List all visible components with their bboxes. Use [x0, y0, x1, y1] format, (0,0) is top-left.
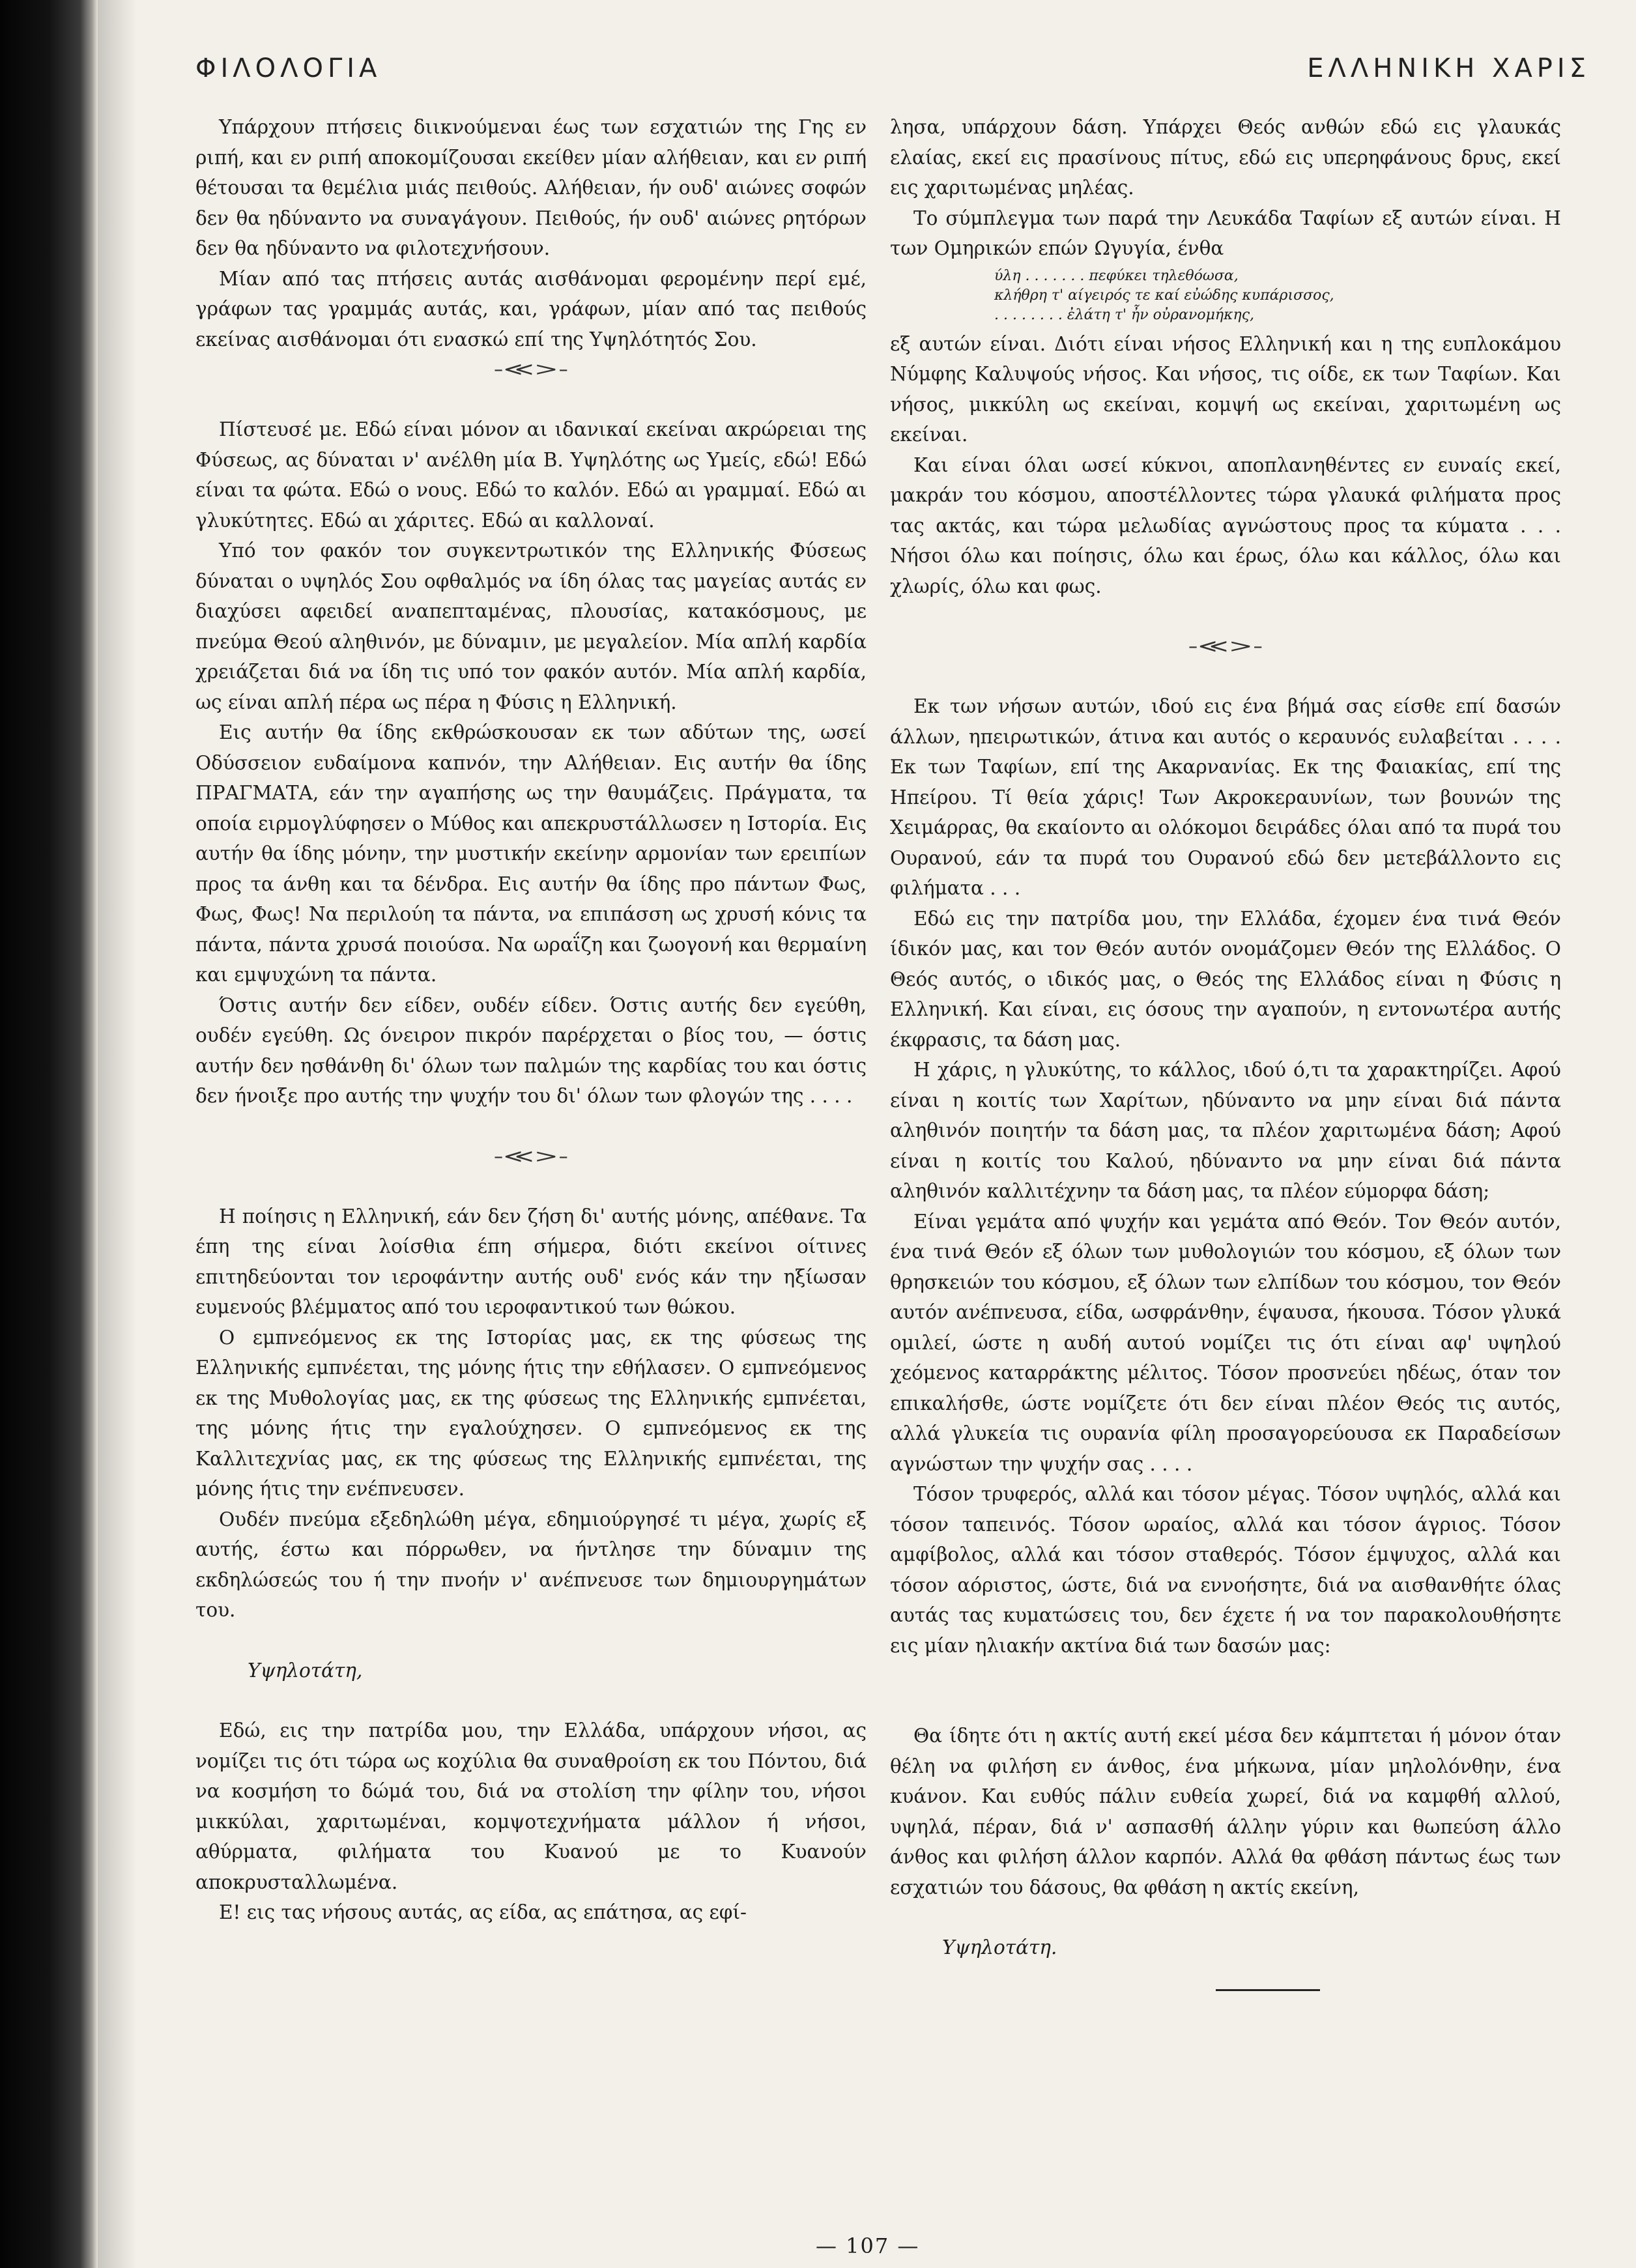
paragraph: Υπό τον φακόν τον συγκεντρωτικόν της Ελληνικής Φύσεως δύναται ο υψηλός Σου οφθαλμός να ίδη όλας τας μαγείας αυτάς εν διαχύσει αφειδεί αναπεπταμένας, πλουσίας, κατακόσμους, με πνεύμα Θεού αληθινόν, με δύναμιν, με μεγαλείον. Μία απλή καρδία χρειάζεται διά να ίδη τις υπό τον φακόν αυτόν. Μία απλή καρδία, ως είναι απλή πέρα ως πέρα η Φύσις η Ελληνική. [195, 539, 867, 713]
ornament-divider: -≪>- [493, 358, 569, 380]
end-rule [1216, 1989, 1320, 1991]
paragraph: Όστις αυτήν δεν είδεν, ουδέν είδεν. Όστις αυτής δεν εγεύθη, ουδέν εγεύθη. Ως όνειρον πικρόν παρέρχεται ο βίος του, — όστις αυτήν δεν ησθάνθη δι' όλων των παλμών της καρδίας του και όστις δεν ήνοιξε προ αυτής την ψυχήν του δι' όλων των φλογών της . . . . [195, 994, 867, 1107]
page-number: — 107 — [816, 2233, 920, 2258]
ornament-divider: -≪>- [1188, 635, 1263, 657]
paragraph: Πίστευσέ με. Εδώ είναι μόνον αι ιδανικαί εκείναι ακρώρειαι της Φύσεως, ας δύναται ν' ανέλθη μία Β. Υψηλότης ως Υμείς, εδώ! Εδώ είναι τα φώτα. Εδώ ο νους. Εδώ το καλόν. Εδώ αι γραμμαί. Εδώ αι γλυκύτητες. Εδώ αι χάριτες. Εδώ αι καλλοναί. [195, 418, 867, 532]
ornament-divider: -≪>- [493, 1145, 569, 1167]
paragraph: Το σύμπλεγμα των παρά την Λευκάδα Ταφίων εξ αυτών είναι. Η των Ομηρικών επών Ωγυγία, ένθα [890, 207, 1561, 259]
book-spine-shadow [0, 0, 98, 2268]
paragraph: Η ποίησις η Ελληνική, εάν δεν ζήση δι' αυτής μόνης, απέθανε. Τα έπη της είναι λοίσθια έπη σήμερα, διότι εκείνοι οίτινες επιτηδεύονται τον ιεροφάντην αυτής ουδ' ενός κάν την ηξίωσαν ευμενούς βλέμματος από του ιεροφαντικού των θώκου. [195, 1205, 867, 1318]
running-head-left: ΦΙΛΟΛΟΓΙΑ [195, 53, 382, 83]
paragraph: Εδώ εις την πατρίδα μου, την Ελλάδα, έχομεν ένα τινά Θεόν ίδικόν μας, και τον Θεόν αυτόν ονομάζομεν Θεόν της Ελλάδος. Ο Θεός αυτός, ο ιδικός μας, ο Θεός της Ελλάδος είναι η Φύσις η Ελληνική. Και είναι, εις όσους την αγαπούν, η εντονωτέρα αυτής έκφρασις, τα δάση μας. [890, 907, 1561, 1051]
paragraph: Η χάρις, η γλυκύτης, το κάλλος, ιδού ό,τι τα χαρακτηρίζει. Αφού είναι η κοιτίς των Χαρίτων, ηδύναντο να μην είναι διά πάντα αληθινόν ποιητήν τα δάση μας, τα πλέον χαριτωμένα δάση; Αφού είναι η κοιτίς του Καλού, ηδύναντο να μην είναι διά πάντα αληθινόν καλλιτέχνην τα δάση μας, τα πλέον εύμορφα δάση; [890, 1059, 1561, 1202]
paragraph: εξ αυτών είναι. Διότι είναι νήσος Ελληνική και η της ευπλοκάμου Νύμφης Καλυψούς νήσος. Και νήσος, τις οίδε, εκ των Ταφίων. Και νήσος, μικκύλη ως εκείναι, κομψή ως εκείναι, χαριτωμένη ως εκείναι. [890, 332, 1561, 446]
paragraph: λησα, υπάρχουν δάση. Υπάρχει Θεός ανθών εδώ εις γλαυκάς ελαίας, εκεί εις πρασίνους πίτυς, εδώ εις υπερηφάνους δρυς, εκεί εις χαριτωμένας μηλέας. [890, 116, 1561, 199]
paragraph: Υπάρχουν πτήσεις διικνούμεναι έως των εσχατιών της Γης εν ριπή, και εν ριπή αποκομίζουσαι εκείθεν μίαν αλήθειαν, και εν ριπή θέτουσαι τα θεμέλια μιάς πειθούς. Αλήθειαν, ήν ουδ' αιώνες σοφών δεν θα ηδύναντο να συναγάγουν. Πειθούς, ήν ουδ' αιώνες ρητόρων δεν θα ηδύναντο να φιλοτεχνήσουν. [195, 116, 867, 259]
verse-quotation [994, 266, 1561, 325]
verse-line: . . . . . . . . ἐλάτη τ' ἦν οὐρανομήκης, [994, 306, 1255, 323]
paragraph: Τόσον τρυφερός, αλλά και τόσον μέγας. Τόσον υψηλός, αλλά και τόσον ταπεινός. Τόσον ωραίος, αλλά και τόσον άγριος. Τόσον αμφίβολος, αλλά και τόσον σταθερός. Τόσον έμψυχος, αλλά και τόσον αόριστος, ώστε, διά να εννοήσητε, διά να αισθανθήτε όλας αυτάς τας κυματώσεις του, δεν έχετε ή να τον παρακολουθήσητε εις μίαν ηλιακήν ακτίνα διά των δασών μας: [890, 1483, 1561, 1657]
paragraph: Θα ίδητε ότι η ακτίς αυτή εκεί μέσα δεν κάμπτεται ή μόνον όταν θέλη να φιλήση εν άνθος, ένα μήκωνα, μίαν μηλολόνθην, ένα κυάνον. Και ευθύς πάλιν ευθεία χωρεί, διά να καμφθή αλλού, υψηλά, πέραν, διά ν' ασπασθή άλλην γύριν και θωπεύση άλλο άνθος και φιλήση άλλον καρπόν. Αλλά θα φθάση πάντως έως των εσχατιών του δάσους, θα φθάση η ακτίς εκείνη, [890, 1725, 1561, 1899]
right-column [890, 112, 1561, 1991]
paragraph: Εκ των νήσων αυτών, ιδού εις ένα βήμά σας είσθε επί δασών άλλων, ηπειρωτικών, άτινα και αυτός ο κεραυνός ευλαβείται . . . . Εκ των Ταφίων, επί της Ακαρνανίας. Εκ της Φαιακίας, επί της Ηπείρου. Τί θεία χάρις! Των Ακροκεραυνίων, των βουνών της Χειμάρρας, θα εκαίοντο αι ολόκομοι δειράδες όλαι από τα πυρά του Ουρανού, εάν τα πυρά του Ουρανού εδώ δεν μετεβάλλοντο εις φιλήματα . . . [890, 695, 1561, 899]
running-head-right: ΕΛΛΗΝΙΚΗ ΧΑΡΙΣ [1307, 53, 1590, 83]
verse-line: κλήθρη τ' αίγειρός τε καί εὐώδης κυπάρισσος, [994, 287, 1334, 304]
paragraph: Ε! εις τας νήσους αυτάς, ας είδα, ας επάτησα, ας εφί- [219, 1901, 747, 1923]
paragraph: Και είναι όλαι ωσεί κύκνοι, αποπλανηθέντες εν ευναίς εκεί, μακράν του κόσμου, αποστέλλοντες τώρα γλαυκά φιλήματα προς τας ακτάς, και τώρα μελωδίας αγνώστους προς τα κύματα . . . Νήσοι όλω και ποίησις, όλω και έρως, όλω και κάλλος, όλω και χλωρίς, όλω και φως. [890, 453, 1561, 597]
paragraph: Εδώ, εις την πατρίδα μου, την Ελλάδα, υπάρχουν νήσοι, ας νομίζει τις ότι τώρα ως κοχύλια θα συναθροίση εκ του Πόντου, διά να κοσμήση το δώμά του, διά να στολίση την φίλην του, νήσοι μικκύλαι, χαριτωμέναι, κομψοτεχνήματα μάλλον ή νήσοι, αθύρματα, φιλήματα του Κυανού με το Κυανούν αποκρυσταλλωμένα. [195, 1719, 867, 1893]
left-column [195, 112, 867, 1928]
paragraph: Μίαν από τας πτήσεις αυτάς αισθάνομαι φερομένην περί εμέ, γράφων τας γραμμάς αυτάς, και, γράφων, μίαν από τας πειθούς εκείνας αισθάνομαι ότι ενασκώ επί της Υψηλότητός Σου. [195, 267, 867, 351]
paragraph: Ουδέν πνεύμα εξεδηλώθη μέγα, εδημιούργησέ τι μέγα, χωρίς εξ αυτής, έστω και πόρρωθεν, να ήντλησε την δύναμιν της εκδηλώσεώς του ή την πνοήν ν' ανέπνευσε των δημιουργημάτων του. [195, 1508, 867, 1621]
gutter-shade [98, 0, 137, 2268]
paragraph: Ο εμπνεόμενος εκ της Ιστορίας μας, εκ της φύσεως της Ελληνικής εμπνέεται, της μόνης ήτις την εθήλασεν. Ο εμπνεόμενος εκ της Μυθολογίας μας, εκ της φύσεως της Ελληνικής εμπνέεται, της μόνης ήτις την εγαλούχησεν. Ο εμπνεόμενος εκ της Καλλιτεχνίας μας, εκ της φύσεως της Ελληνικής εμπνέεται, της μόνης ήτις την ενέπνευσεν. [195, 1326, 867, 1500]
paragraph: Εις αυτήν θα ίδης εκθρώσκουσαν εκ των αδύτων της, ωσεί Οδύσσειον ευδαίμονα καπνόν, την Αλήθειαν. Εις αυτήν θα ίδης ΠΡΑΓΜΑΤΑ, εάν την αγαπήσης ως την θαυμάζεις. Πράγματα, τα οποία ειρμογλύφησεν ο Μύθος και απεκρυστάλλωσεν η Ιστορία. Εις αυτήν θα ίδης μόνην, την μυστικήν εκείνην αρμονίαν των ερειπίων προς τα άνθη και τα δένδρα. Εις αυτήν θα ίδης προ πάντων Φως, Φως, Φως! Να περιλούη τα πάντα, να επιπάσση ως χρυσή κόνις τα πάντα, πάντα χρυσά ποιούσα. Να ωραΐζη και ζωογονή και θερμαίνη και εμψυχώνη τα πάντα. [195, 721, 867, 986]
salutation: Υψηλοτάτη, [248, 1659, 363, 1682]
verse-line: ύλη . . . . . . . πεφύκει τηλεθόωσα, [994, 267, 1239, 284]
paragraph: Είναι γεμάτα από ψυχήν και γεμάτα από Θεόν. Τον Θεόν αυτόν, ένα τινά Θεόν εξ όλων των μυθολογιών του κόσμου, εξ όλων των θρησκειών του κόσμου, εξ όλων των ελπίδων του κόσμου, τον Θεόν αυτόν ανέπνευσα, είδα, ωσφράνθην, έψαυσα, ήκουσα. Τόσον γλυκά ομιλεί, ώστε η αυδή αυτού νομίζει τις ότι είναι αφ' υψηλού χεόμενος καταρράκτης μέλιτος. Τόσον προσνεύει ηδέως, όταν τον επικαλήσθε, ώστε νομίζετε ότι δεν είναι πλέον Θεός τις αυτός, αλλά γλυκεία τις ουρανία φίλη προσαγορεύουσα εκ Παραδείσων αγνώστων την ψυχήν σας . . . . [890, 1210, 1561, 1475]
closing-salutation: Υψηλοτάτη. [942, 1936, 1057, 1959]
